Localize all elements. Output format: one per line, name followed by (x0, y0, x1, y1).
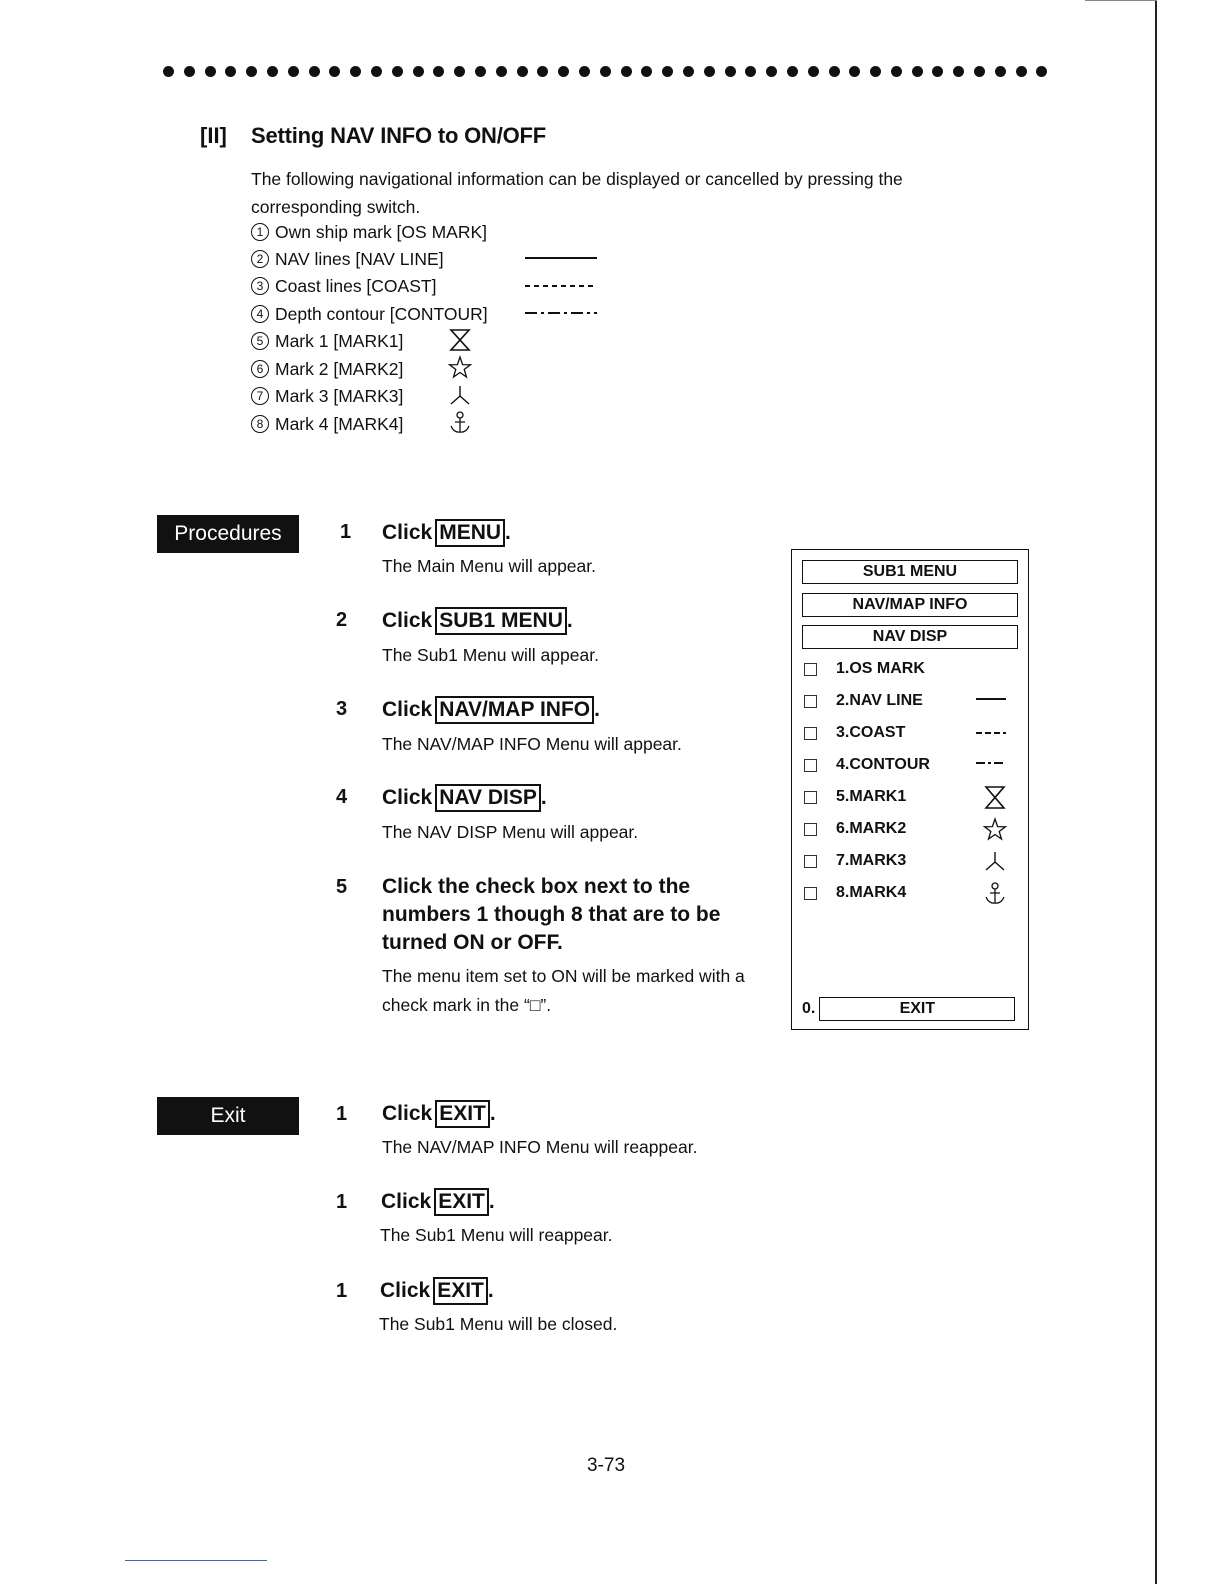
dot (953, 66, 964, 77)
dot (433, 66, 444, 77)
dot (205, 66, 216, 77)
item-label: Mark 2 [MARK2] (275, 358, 404, 379)
star-icon (447, 355, 473, 379)
dot (392, 66, 403, 77)
dot (579, 66, 590, 77)
sub1-menu-button[interactable]: SUB1 MENU (802, 560, 1018, 584)
dot (309, 66, 320, 77)
tripod-icon (447, 383, 473, 407)
step-heading (382, 696, 600, 724)
dot (787, 66, 798, 77)
procedures-label: Procedures (157, 515, 299, 553)
dot (267, 66, 278, 77)
nav-disp-key: NAV DISP (435, 784, 541, 812)
item-label: Coast lines [COAST] (275, 275, 437, 296)
item-number: 7 (251, 387, 269, 405)
exit-index: 0. (802, 1000, 816, 1017)
menu-row-mark4[interactable] (804, 881, 1014, 905)
dot (932, 66, 943, 77)
step-number: 1 (336, 1191, 348, 1213)
item-label: Mark 4 [MARK4] (275, 413, 404, 434)
dot (1016, 66, 1027, 77)
item-number: 8 (251, 415, 269, 433)
menu-item-label: 5.MARK1 (836, 788, 907, 805)
step-action: Click (382, 609, 433, 632)
menu-row-mark1[interactable] (804, 785, 1014, 809)
step-action: Click (382, 1102, 433, 1125)
dot (621, 66, 632, 77)
section-title: Setting NAV INFO to ON/OFF (251, 123, 547, 148)
list-item (251, 272, 436, 300)
dot (745, 66, 756, 77)
dot (662, 66, 673, 77)
step-period: . (505, 521, 511, 544)
step-heading (381, 1188, 495, 1216)
dot (849, 66, 860, 77)
section-intro: The following navigational information can be displayed or cancelled by pressing the corresponding switch. (251, 169, 903, 217)
page-number: 3-73 (587, 1455, 626, 1476)
dot (829, 66, 840, 77)
checkbox[interactable] (804, 887, 817, 900)
menu-item-label: 7.MARK3 (836, 852, 907, 869)
tripod-icon (982, 849, 1008, 875)
step-number: 1 (340, 521, 352, 543)
exit-key: EXIT (433, 1277, 488, 1305)
exit-label: Exit (157, 1097, 299, 1135)
menu-row-contour[interactable] (804, 753, 1014, 777)
list-item (251, 382, 403, 410)
item-number: 4 (251, 305, 269, 323)
item-label: Mark 1 [MARK1] (275, 330, 404, 351)
dot (496, 66, 507, 77)
step-action: Click (382, 698, 433, 721)
step-period: . (489, 1102, 496, 1125)
dot (413, 66, 424, 77)
dot (454, 66, 465, 77)
dot (683, 66, 694, 77)
item-number: 2 (251, 250, 269, 268)
hourglass-icon (982, 785, 1008, 811)
dash-dot-line-icon (974, 753, 1008, 777)
dot (725, 66, 736, 77)
step-number: 1 (336, 1280, 348, 1302)
dot (246, 66, 257, 77)
list-item (251, 410, 403, 438)
step-heading: Click the check box next to the numbers 1 though 8 that are to be turned ON or OFF. (382, 875, 721, 954)
step-heading (382, 519, 511, 547)
step-period: . (487, 1279, 494, 1302)
footer-rule (125, 1560, 267, 1561)
nav-map-info-button[interactable]: NAV/MAP INFO (802, 593, 1018, 617)
exit-button[interactable]: EXIT (819, 997, 1015, 1021)
step-period: . (566, 609, 573, 632)
checkbox[interactable] (804, 727, 817, 740)
step-number: 5 (336, 876, 348, 898)
step-action: Click (382, 786, 433, 809)
menu-item-label: 8.MARK4 (836, 884, 907, 901)
step-heading (380, 1277, 494, 1305)
dot (766, 66, 777, 77)
nav-disp-menu-panel (791, 549, 1029, 1030)
dot (641, 66, 652, 77)
step-description: The NAV DISP Menu will appear. (382, 822, 639, 842)
step-period: . (594, 698, 600, 721)
step-heading (382, 1100, 496, 1128)
dot (537, 66, 548, 77)
exit-key: EXIT (435, 1100, 490, 1128)
checkbox[interactable] (804, 791, 817, 804)
anchor-icon (447, 410, 473, 436)
menu-item-label: 3.COAST (836, 724, 906, 741)
item-label: NAV lines [NAV LINE] (275, 248, 444, 269)
checkbox[interactable] (804, 663, 817, 676)
dot (184, 66, 195, 77)
star-icon (982, 817, 1008, 843)
step-description: The Sub1 Menu will appear. (382, 645, 599, 665)
menu-row-coast[interactable] (804, 721, 1014, 745)
dot (974, 66, 985, 77)
menu-item-label: 1.OS MARK (836, 660, 925, 677)
item-label: Depth contour [CONTOUR] (275, 303, 488, 324)
dot (288, 66, 299, 77)
checkbox[interactable] (804, 823, 817, 836)
nav-disp-button[interactable]: NAV DISP (802, 625, 1018, 649)
list-item (251, 355, 403, 383)
dot (329, 66, 340, 77)
exit-key: EXIT (434, 1188, 489, 1216)
dot (808, 66, 819, 77)
dot (350, 66, 361, 77)
item-number: 3 (251, 277, 269, 295)
item-number: 6 (251, 360, 269, 378)
step-action: Click (381, 1190, 432, 1213)
menu-item-label: 4.CONTOUR (836, 756, 930, 773)
page-top-border (1085, 0, 1157, 1)
page-right-border (1155, 0, 1157, 1584)
dash-dot-line-icon (522, 305, 600, 321)
step-description: The Sub1 Menu will be closed. (379, 1314, 618, 1334)
item-label: Mark 3 [MARK3] (275, 385, 404, 406)
step-description: The Sub1 Menu will reappear. (380, 1225, 613, 1245)
dashed-line-icon (974, 721, 1008, 745)
menu-item-label: 2.NAV LINE (836, 692, 923, 709)
dot (891, 66, 902, 77)
dot (704, 66, 715, 77)
solid-line-icon (522, 250, 600, 266)
item-label: Own ship mark [OS MARK] (275, 221, 487, 242)
menu-row-os-mark[interactable] (804, 657, 1014, 681)
dashed-line-icon (522, 278, 600, 294)
step-heading (382, 607, 573, 635)
dot (517, 66, 528, 77)
dot (163, 66, 174, 77)
hourglass-icon (447, 328, 473, 352)
dot (912, 66, 923, 77)
step-number: 4 (336, 786, 348, 808)
menu-row-mark2[interactable] (804, 817, 1014, 841)
dot (225, 66, 236, 77)
menu-row-mark3[interactable] (804, 849, 1014, 873)
dot (995, 66, 1006, 77)
sub1-menu-key: SUB1 MENU (435, 607, 567, 635)
step-period: . (540, 786, 547, 809)
step-description: The menu item set to ON will be marked with a check mark in the “□”. (382, 966, 745, 1015)
dot-rule (163, 66, 1048, 77)
step-number: 2 (336, 609, 348, 631)
step-action: Click (382, 521, 433, 544)
solid-line-icon (974, 689, 1008, 713)
dot (600, 66, 611, 77)
dot (870, 66, 881, 77)
step-heading (382, 784, 547, 812)
step-number: 1 (336, 1103, 348, 1125)
checkbox[interactable] (804, 759, 817, 772)
menu-key: MENU (435, 519, 505, 547)
menu-row-nav-line[interactable] (804, 689, 1014, 713)
step-description: The Main Menu will appear. (382, 556, 596, 576)
list-item (251, 218, 487, 246)
step-number: 3 (336, 698, 348, 720)
dot (475, 66, 486, 77)
exit-row (802, 997, 1015, 1021)
item-number: 1 (251, 223, 269, 241)
dot (558, 66, 569, 77)
checkbox[interactable] (804, 695, 817, 708)
list-item (251, 300, 488, 328)
anchor-icon (982, 881, 1008, 907)
list-item (251, 245, 444, 273)
step-action: Click (380, 1279, 431, 1302)
list-item (251, 327, 403, 355)
step-description: The NAV/MAP INFO Menu will appear. (382, 734, 682, 754)
menu-item-label: 6.MARK2 (836, 820, 907, 837)
section-number: [II] (200, 123, 227, 148)
checkbox[interactable] (804, 855, 817, 868)
dot (1036, 66, 1047, 77)
nav-map-info-key: NAV/MAP INFO (435, 696, 594, 724)
item-number: 5 (251, 332, 269, 350)
step-period: . (488, 1190, 495, 1213)
step-description: The NAV/MAP INFO Menu will reappear. (382, 1137, 698, 1157)
dot (371, 66, 382, 77)
